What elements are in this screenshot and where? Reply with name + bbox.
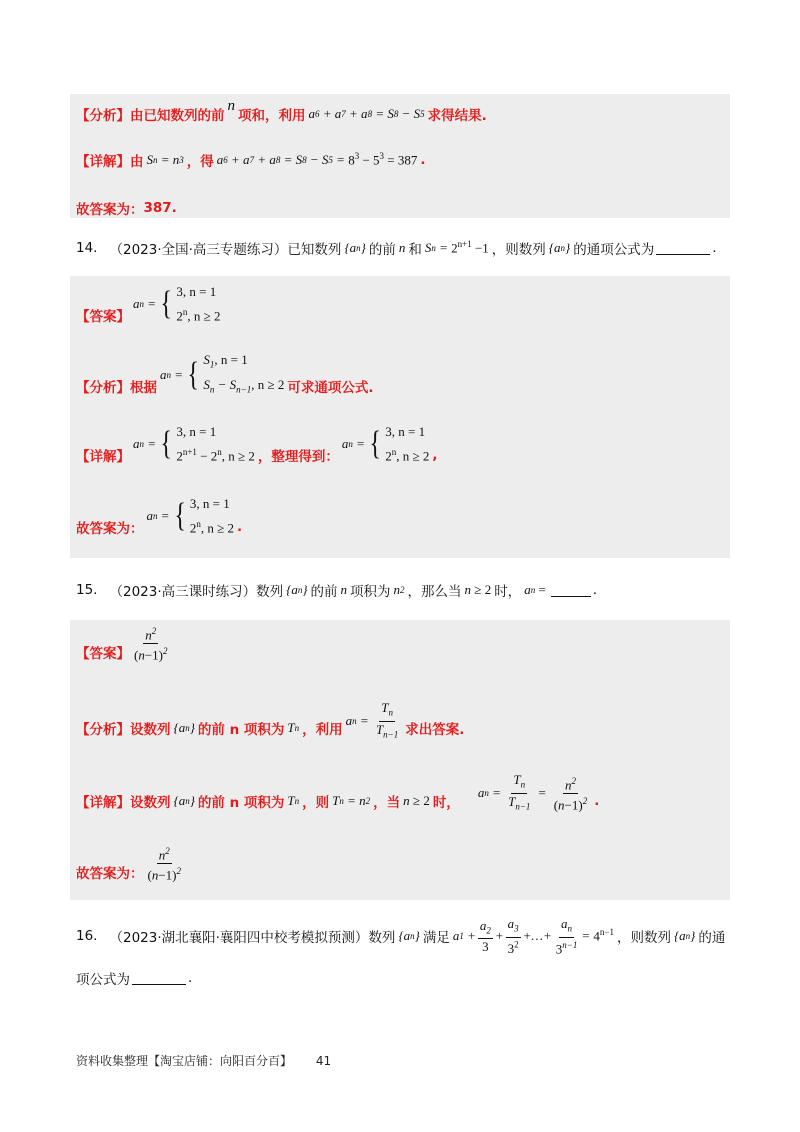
page-number: 41 [315, 1054, 332, 1068]
math-piecewise-detail: a n = { 3, n = 1 $2^{n+1} - 2^n$, n ≥ 2 [133, 424, 255, 464]
analysis-13: 【分析】 由已知数列的前 n 项和，利用 a 6 + a 7 + a 8 = S 8 − S 5 求得结果. [76, 97, 487, 124]
math-piecewise-simplified: a n = { 3, n = 1 2$^n$, n ≥ 2 [341, 424, 430, 464]
answer-blank [656, 242, 710, 255]
math-piecewise-answer: a n = { 3, n = 1 2$^n$, n ≥ 2 [133, 284, 221, 324]
analysis-tag: 【分析】 [76, 108, 130, 124]
answer-14: 【答案】 a n = { 3, n = 1 2$^n$, n ≥ 2 [76, 284, 221, 326]
page-footer [76, 1052, 331, 1069]
final-answer-15: 故答案为： $\frac{n^2}{(n-1)^2}$ [76, 846, 182, 882]
math-frac-final: $\frac{n^2}{(n-1)^2}$ [147, 846, 182, 882]
math-sn-n3: S n = n 3 [146, 152, 184, 167]
math-frac-detail: a n = $\frac{T_n}{T_{n-1}}$ = $\frac{n^2}{(n-1)^2}$ [477, 772, 588, 812]
detail-tag: 【详解】 [76, 154, 130, 170]
question-16: 16. （2023·湖北襄阳·襄阳四中校考模拟预测） 数列 {a n } 满足 a 1 + $\frac{a_2}{3}$ + $\frac{a_3}{3^2}$ +…+ $\frac{a_n}{3^{n-1}}$ = $4^{n-1}$ ，则数列 {a n } 的通 [76, 916, 726, 956]
math-piecewise-final: a n = { 3, n = 1 2$^n$, n ≥ 2 [146, 496, 234, 536]
detail-13: 【详解】 由 S n = n 3 ，得 a 6 + a 7 + a 8 = S 8 − S 5 = $8^3 - 5^3 = 387$ . [76, 151, 426, 170]
math-sn-formula: S n = $2^{n+1} -1$ [424, 239, 489, 256]
answer-13: 故答案为： 387. [76, 200, 177, 218]
analysis-14: 【分析】 根据 a n = { $S_1$, n = 1 $S_n - S_{n-1}$, n ≥ 2 可求通项公式. [76, 350, 374, 399]
question-16-cont: 项公式为 . [76, 970, 193, 988]
answer-blank [132, 972, 186, 985]
math-sum-formula: a 6 + a 7 + a 8 = S 8 − S 5 [308, 106, 425, 121]
math-piecewise-general: a n = { $S_1$, n = 1 $S_n - S_{n-1}$, n ≥ 2 [160, 352, 285, 395]
answer-15: 【答案】 $\frac{n^2}{(n-1)^2}$ [76, 626, 168, 662]
math-frac-tn: a n = $\frac{T_n}{T_{n-1}}$ [345, 700, 399, 740]
footer-text: 资料收集整理【淘宝店铺：向阳百分百】 [76, 1054, 293, 1068]
math-an-set: {a n } [344, 240, 366, 255]
math-calc-387: a 6 + a 7 + a 8 = S 8 − S 5 = $8^3 - 5^3 = 387$ [216, 151, 418, 168]
answer-blank [551, 584, 591, 597]
detail-15: 【详解】 设数列 {a n } 的前 n 项积为 T n ，则 T n = n 2 ，当 n ≥ 2 时， a n = $\frac{T_n}{T_{n-1}}$ = $\frac{n^2}{(n-1)^2}$ . [76, 772, 599, 814]
math-series-16: a 1 + $\frac{a_2}{3}$ + $\frac{a_3}{3^2}$ +…+ $\frac{a_n}{3^{n-1}}$ = $4^{n-1}$ [452, 916, 614, 956]
question-14: 14. （2023·全国·高三专题练习） 已知数列 {a n } 的前 n 和 S n = $2^{n+1} -1$ ，则数列 {a n } 的通项公式为 . [76, 239, 717, 258]
math-n: n [227, 97, 235, 114]
question-15: 15. （2023·高三课时练习） 数列 {a n } 的前 n 项积为 n 2 ，那么当 n ≥ 2 时， a n = . [76, 582, 598, 600]
analysis-15: 【分析】 设数列 {a n } 的前 n 项积为 T n ，利用 a n = $\frac{T_n}{T_{n-1}}$ 求出答案. [76, 700, 464, 742]
math-frac-answer: $\frac{n^2}{(n-1)^2}$ [134, 626, 168, 662]
final-answer-14: 故答案为： a n = { 3, n = 1 2$^n$, n ≥ 2 . [76, 496, 243, 538]
detail-14: 【详解】 a n = { 3, n = 1 $2^{n+1} - 2^n$, n ≥ 2 ，整理得到： a n = { 3, n = 1 2$^n$, n ≥ 2 , [76, 424, 438, 466]
